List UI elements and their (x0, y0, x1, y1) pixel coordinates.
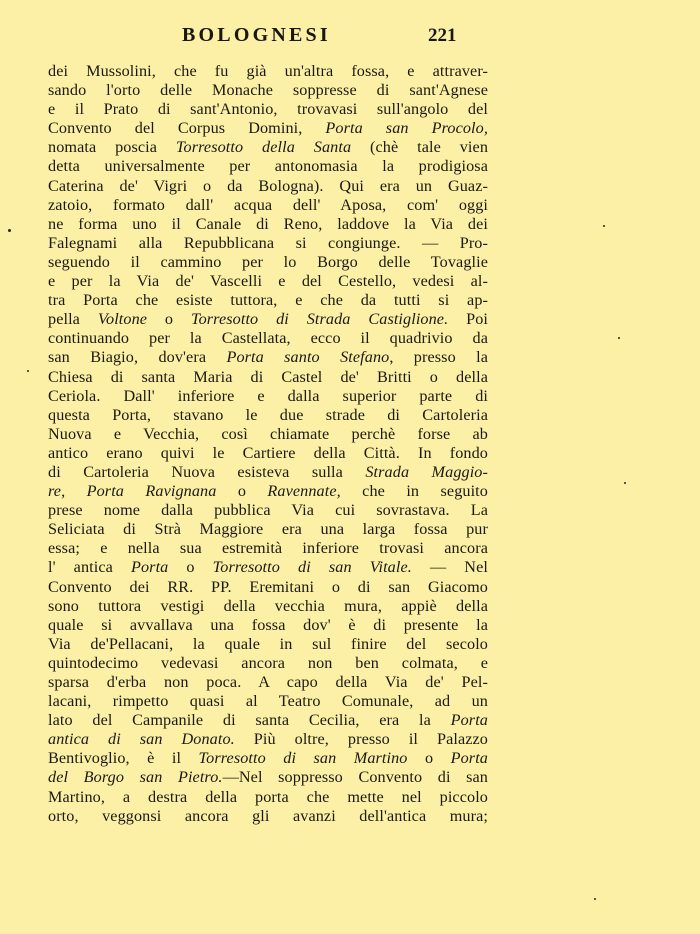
italic-text-run: Porta (450, 749, 488, 768)
text-run: e il Prato di sant'Antonio, trovavasi sull'angolo del (48, 100, 488, 119)
italic-text-run: Porta (450, 711, 488, 730)
text-line (48, 348, 488, 367)
text-run: Seliciata di Strà Maggiore era una larga fossa pur (48, 520, 488, 539)
text-run: Convento dei RR. PP. Eremitani o di san Giacomo (48, 577, 488, 596)
text-line (48, 501, 488, 520)
text-line (48, 482, 488, 501)
text-run: continuando per la Castellata, ecco il quadrivio da (48, 329, 488, 348)
italic-text-run: Porta santo Stefano (226, 348, 390, 367)
italic-text-run: Torresotto di san Martino (198, 749, 408, 768)
italic-text-run: Torresotto di san Vitale. (212, 558, 412, 577)
text-run: quale si avvallava una fossa dov' è di presente la (48, 615, 488, 634)
text-line (48, 138, 488, 157)
text-run: di Cartoleria Nuova esisteva sulla (48, 462, 366, 481)
text-line (48, 768, 488, 787)
text-line (48, 215, 488, 234)
text-line (48, 177, 488, 196)
italic-text-run: Ravennate, (267, 482, 341, 501)
text-line (48, 673, 488, 692)
margin-speck (624, 482, 626, 484)
text-line (48, 539, 488, 558)
text-run: lacani, rimpetto quasi al Teatro Comunale, ad un (48, 692, 488, 711)
text-run: o (407, 749, 451, 768)
italic-text-run: del Borgo san Pietro. (48, 768, 223, 787)
text-run: Più oltre, presso il Palazzo (234, 730, 488, 749)
text-line (48, 807, 488, 826)
text-line (48, 520, 488, 539)
text-run: Caterina de' Vigri o da Bologna). Qui era un Guaz- (48, 176, 488, 195)
running-title: BOLOGNESI (182, 24, 331, 46)
italic-text-run: re, Porta Ravignana (48, 482, 217, 501)
text-line (48, 616, 488, 635)
margin-speck (27, 370, 29, 372)
text-run: Convento del Corpus Domini, (48, 119, 326, 138)
text-run: prese nome dalla pubblica Via cui sovrastava. La (48, 501, 488, 520)
text-run: o (168, 558, 213, 577)
text-line (48, 711, 488, 730)
text-line (48, 749, 488, 768)
text-line (48, 425, 488, 444)
text-line (48, 119, 488, 138)
text-line (48, 62, 488, 81)
text-line (48, 234, 488, 253)
italic-text-run: Voltone (97, 310, 148, 329)
text-run: Bentivoglio, è il (48, 749, 199, 768)
italic-text-run: Porta (130, 558, 169, 577)
text-line (48, 597, 488, 616)
italic-text-run: Torresotto della Santa (175, 138, 352, 157)
text-run: Poi (448, 310, 488, 329)
margin-speck (618, 337, 620, 339)
body-text (48, 62, 488, 826)
text-run: sono tuttora vestigi della vecchia mura, appiè della (48, 596, 488, 615)
text-line (48, 463, 488, 482)
text-line (48, 730, 488, 749)
text-line (48, 100, 488, 119)
text-run: essa; e nella sua estremità inferiore trovasi ancora (48, 539, 488, 558)
text-run: , presso la (389, 348, 488, 367)
text-line (48, 788, 488, 807)
running-head (0, 24, 700, 48)
text-run: —Nel soppresso Convento di san (222, 768, 489, 787)
text-line (48, 157, 488, 176)
text-run: detta universalmente per antonomasia la prodigiosa (48, 157, 488, 176)
text-run: Via de'Pellacani, la quale in sul finire del secolo (48, 634, 488, 653)
text-line (48, 654, 488, 673)
text-run: — Nel (411, 558, 488, 577)
text-run: tra Porta che esiste tuttora, e che da tutti si ap- (48, 291, 488, 310)
text-run: o (216, 482, 268, 501)
text-run: questa Porta, stavano le due strade di Cartoleria (48, 405, 488, 424)
margin-speck (603, 225, 605, 227)
text-line (48, 692, 488, 711)
text-run: pella (48, 310, 98, 329)
text-run: sando l'orto delle Monache soppresse di sant'Agnese (48, 81, 488, 100)
text-run: nomata poscia (48, 138, 176, 157)
text-line (48, 368, 488, 387)
text-run: seguendo il cammino per lo Borgo delle Tovaglie (48, 252, 488, 271)
text-run: dei Mussolini, che fu già un'altra fossa, e attraver- (48, 62, 488, 80)
margin-speck (594, 898, 596, 900)
text-run: sparsa d'erba non poca. A capo della Via de' Pel- (48, 673, 488, 691)
text-line (48, 81, 488, 100)
text-run: Chiesa di santa Maria di Castel de' Britti o della (48, 367, 488, 386)
text-line (48, 558, 488, 577)
text-line (48, 387, 488, 406)
text-line (48, 272, 488, 291)
text-run: orto, veggonsi ancora gli avanzi dell'antica mura; (48, 806, 488, 825)
text-run: zatoio, formato dall' acqua dell' Aposa, com' oggi (48, 195, 488, 214)
text-run: o (147, 310, 191, 329)
italic-text-run: Torresotto di Strada Castiglione. (190, 310, 449, 329)
text-run: Falegnami alla Repubblicana si congiunge. — Pro- (48, 233, 488, 252)
text-run: Martino, a destra della porta che mette nel piccolo (48, 787, 488, 806)
text-run: e per la Via de' Vascelli e del Cestello, vedesi al- (48, 272, 488, 291)
text-line (48, 291, 488, 310)
text-run: quintodecimo vedevasi ancora non ben colmata, e (48, 653, 488, 672)
italic-text-run: Strada Maggio- (365, 462, 488, 481)
page-number: 221 (428, 25, 457, 46)
italic-text-run: Porta san Procolo, (325, 119, 488, 138)
text-run: che in seguito (340, 482, 488, 501)
text-run: ne forma uno il Canale di Reno, laddove la Via dei (48, 214, 488, 233)
text-line (48, 253, 488, 272)
text-line (48, 444, 488, 463)
text-run: (chè tale vien (351, 138, 489, 157)
italic-text-run: antica di san Donato. (48, 730, 235, 749)
text-line (48, 578, 488, 597)
text-run: Ceriola. Dall' inferiore e dalla superior parte di (48, 386, 488, 405)
text-line (48, 406, 488, 425)
text-run: san Biagio, dov'era (48, 348, 227, 367)
text-line (48, 310, 488, 329)
text-run: Nuova e Vecchia, così chiamate perchè forse ab (48, 424, 488, 443)
text-run: l' antica (48, 558, 131, 577)
text-run: antico erano quivi le Cartiere della Città. In fondo (48, 443, 488, 462)
text-run: lato del Campanile di santa Cecilia, era la (48, 711, 451, 730)
text-line (48, 329, 488, 348)
text-line (48, 635, 488, 654)
margin-speck (8, 229, 11, 232)
text-line (48, 196, 488, 215)
